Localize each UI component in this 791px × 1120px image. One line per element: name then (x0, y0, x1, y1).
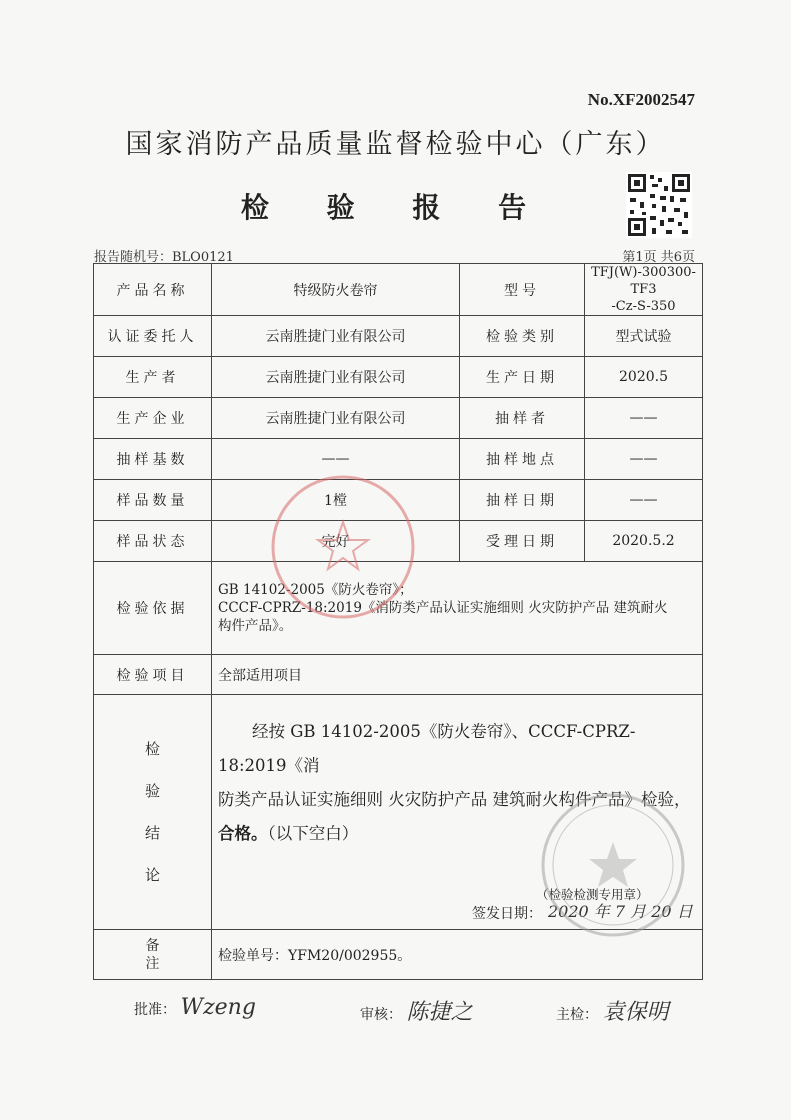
basis-line-2: CCCF-CPRZ-18:2019《消防类产品认证实施细则 火灾防护产品 建筑耐火 (218, 600, 668, 616)
page-indicator: 第1页 共6页 (622, 250, 695, 265)
items-value: 全部适用项目 (212, 655, 703, 695)
table-row (94, 655, 703, 695)
client-label: 认证委托人 (94, 316, 212, 357)
remark-value: 检验单号：YFM20/002955。 (212, 930, 703, 980)
table-row (94, 264, 703, 316)
sample-date-value: —— (585, 480, 703, 521)
chief-inspector-signature: 袁保明 (602, 1000, 669, 1025)
accept-date-label: 受理日期 (460, 521, 585, 562)
stamp-caption: （检验检测专用章） (536, 887, 649, 902)
sample-quantity-label: 样品数量 (94, 480, 212, 521)
reviewer (360, 995, 472, 1026)
basis-label: 检验依据 (94, 562, 212, 655)
basis-line-1: GB 14102-2005《防火卷帘》； (218, 582, 413, 598)
table-row (94, 316, 703, 357)
conclusion-label-char: 论 (144, 866, 160, 884)
sample-state-value: 完好 (212, 521, 460, 562)
enterprise-value: 云南胜捷门业有限公司 (212, 398, 460, 439)
sampler-value: —— (585, 398, 703, 439)
category-value: 型式试验 (585, 316, 703, 357)
sample-site-value: —— (585, 439, 703, 480)
accept-date-value: 2020.5.2 (585, 521, 703, 562)
production-date-value: 2020.5 (585, 357, 703, 398)
issue-date-value: 2020 年 7 月 20 日 (548, 902, 693, 921)
model-label: 型号 (460, 264, 585, 316)
producer-label: 生产者 (94, 357, 212, 398)
approver-label: 批准： (134, 1002, 176, 1018)
product-name-value: 特级防火卷帘 (212, 264, 460, 316)
report-serial: 报告随机号：BLO0121 (94, 250, 234, 265)
sampler-label: 抽样者 (460, 398, 585, 439)
chief-inspector-label: 主检： (556, 1007, 598, 1023)
document-number: No.XF2002547 (587, 90, 695, 109)
conclusion-line-1: 经按 GB 14102-2005《防火卷帘》、CCCF-CPRZ-18:2019《消 (218, 722, 636, 775)
conclusion-label (94, 695, 212, 930)
remark-label-char: 备 (145, 937, 160, 954)
remark-label (94, 930, 212, 980)
category-label: 检验类别 (460, 316, 585, 357)
sample-state-label: 样品状态 (94, 521, 212, 562)
chief-inspector (556, 995, 668, 1026)
approver-signature: Wzeng (180, 995, 256, 1020)
qr-code (626, 172, 692, 238)
sample-date-label: 抽样日期 (460, 480, 585, 521)
enterprise-label: 生产企业 (94, 398, 212, 439)
conclusion-blank: （以下空白） (267, 824, 359, 843)
inspection-seal-stamp (538, 790, 688, 940)
reviewer-signature: 陈捷之 (406, 1000, 473, 1025)
product-name-label: 产品名称 (94, 264, 212, 316)
approver (134, 995, 256, 1020)
issue-date-label: 签发日期： (472, 906, 542, 922)
producer-value: 云南胜捷门业有限公司 (212, 357, 460, 398)
sample-site-label: 抽样地点 (460, 439, 585, 480)
reviewer-label: 审核： (360, 1007, 402, 1023)
model-line-2: -Cz-S-350 (611, 299, 676, 314)
conclusion-label-char: 验 (144, 782, 160, 800)
remark-label-char: 注 (145, 955, 160, 972)
basis-line-3: 构件产品》。 (218, 618, 293, 634)
model-line-1: TFJ(W)-300300-TF3 (591, 265, 696, 297)
conclusion-pass: 合格。 (218, 824, 268, 843)
sample-quantity-value: 1樘 (212, 480, 460, 521)
conclusion-label-char: 结 (144, 824, 160, 842)
red-seal-stamp (268, 472, 418, 622)
production-date-label: 生产日期 (460, 357, 585, 398)
model-value (585, 264, 703, 316)
sample-base-label: 抽样基数 (94, 439, 212, 480)
conclusion-label-char: 检 (144, 740, 160, 758)
sample-base-value: —— (212, 439, 460, 480)
table-row (94, 357, 703, 398)
client-value: 云南胜捷门业有限公司 (212, 316, 460, 357)
report-title: 检 验 报 告 (240, 191, 551, 224)
organization-title: 国家消防产品质量监督检验中心（广东） (125, 129, 666, 160)
items-label: 检验项目 (94, 655, 212, 695)
conclusion-line-2: 防类产品认证实施细则 火灾防护产品 建筑耐火构件产品》检验， (218, 790, 691, 809)
table-row (94, 398, 703, 439)
